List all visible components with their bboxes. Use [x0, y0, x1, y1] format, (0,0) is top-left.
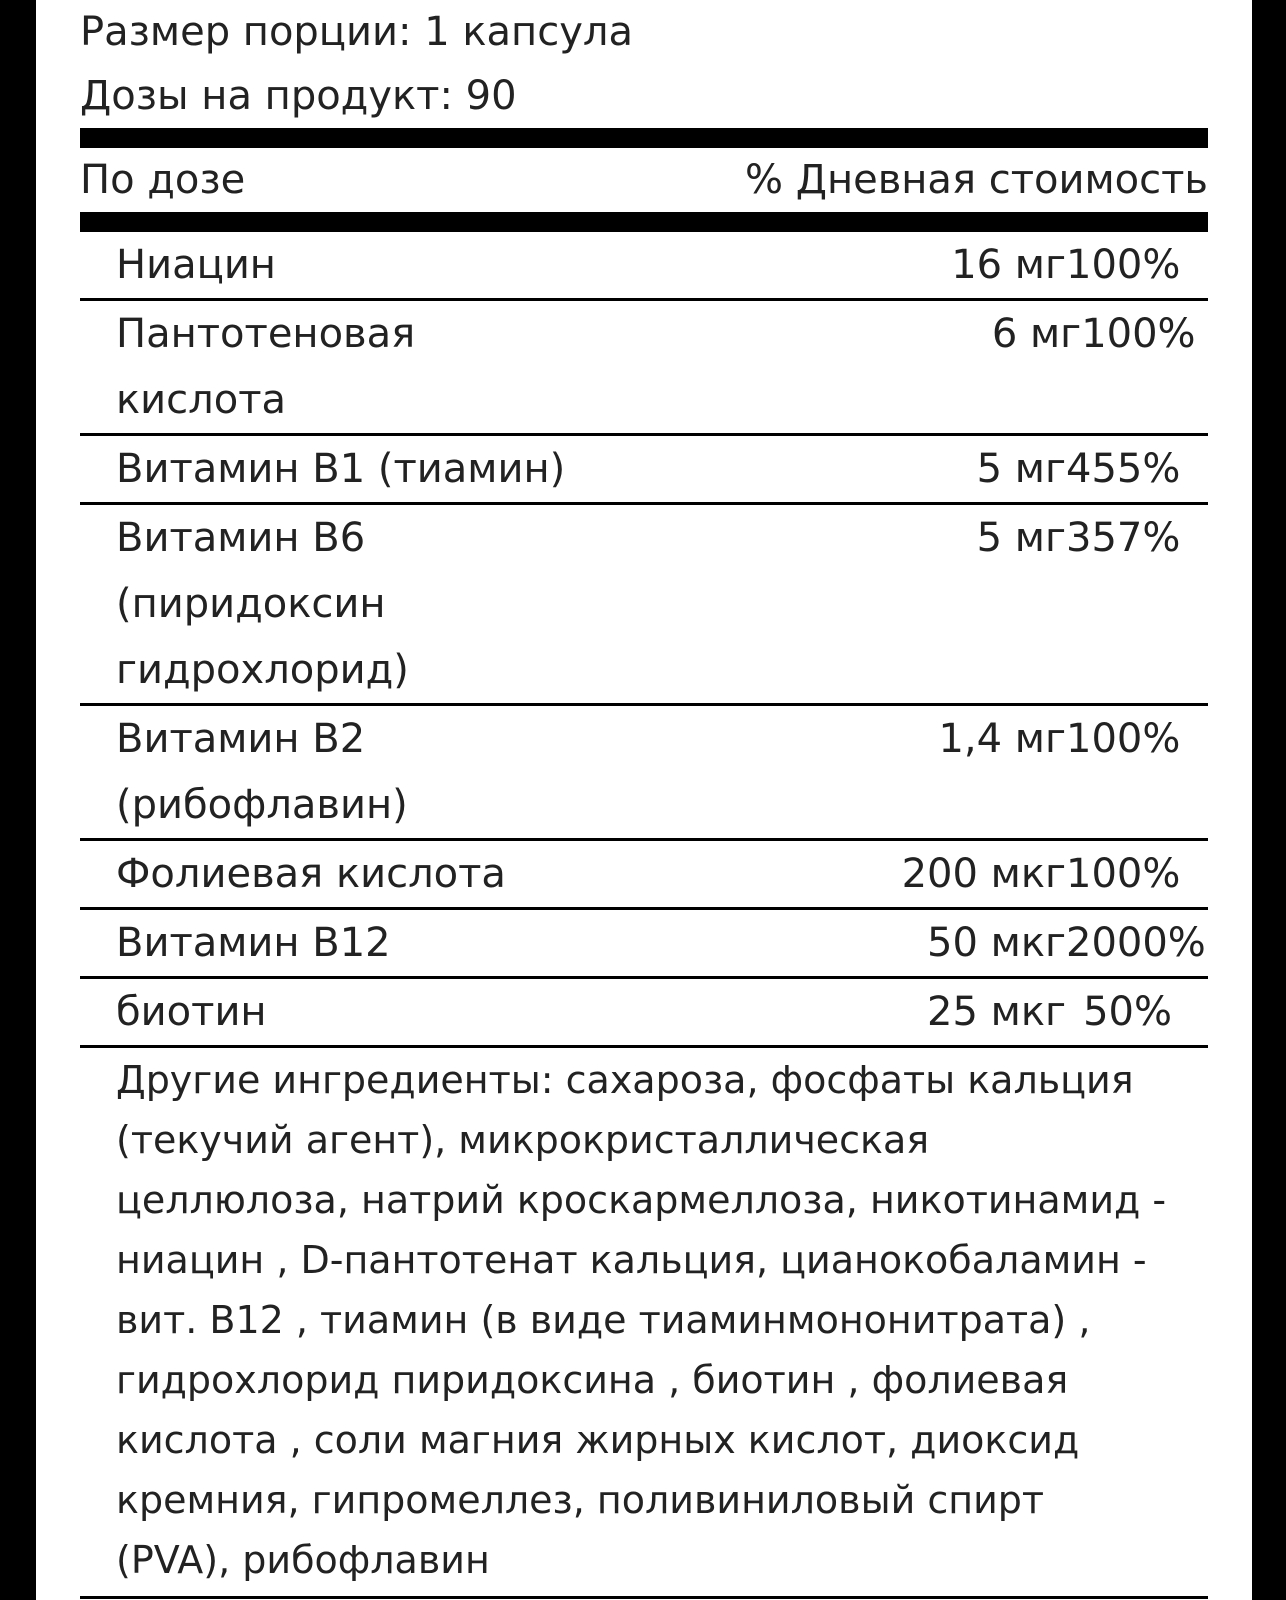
thick-divider-header	[80, 212, 1208, 232]
nutrient-daily-value: 100%	[1081, 311, 1196, 357]
table-row	[80, 910, 1208, 979]
nutrient-daily-value: 455%	[1066, 446, 1181, 492]
table-row	[80, 505, 1208, 706]
nutrient-amount: 200 мкг	[901, 851, 1066, 897]
nutrient-amount: 5 мг	[976, 446, 1066, 492]
table-row	[80, 979, 1208, 1048]
nutrient-daily-value: 50%	[1083, 989, 1172, 1035]
nutrient-amount: 50 мкг	[927, 920, 1066, 966]
table-row	[80, 301, 1208, 436]
other-ingredients: Другие ингредиенты: сахароза, фосфаты кальция (текучий агент), микрокристаллическая целлюлоза, натрий кроскармеллоза, никотинамид - ниацин , D-пантотенат кальция, цианокобаламин - вит. B12 , тиамин (в виде тиаминмононитрата) , гидрохлорид пиридоксина , биотин , фолиевая кислота , соли магния жирных кислот, диоксид кремния, гипромеллез, поливиниловый спирт (PVA), рибофлавин	[80, 1048, 1208, 1599]
nutrient-amount: 5 мг	[976, 515, 1066, 561]
nutrient-name: Витамин B1 (тиамин)	[116, 446, 566, 492]
table-row	[80, 436, 1208, 505]
nutrient-daily-value: 100%	[1066, 242, 1181, 288]
left-border	[0, 0, 36, 1600]
table-row	[80, 232, 1208, 301]
nutrient-daily-value: 100%	[1066, 851, 1181, 897]
nutrient-name: биотин	[116, 989, 267, 1035]
supplement-facts-panel	[80, 0, 1208, 1599]
nutrient-name: Пантотеновая кислота	[116, 311, 416, 423]
nutrient-amount: 16 мг	[951, 242, 1066, 288]
nutrient-amount: 6 мг	[991, 311, 1082, 357]
thick-divider-top	[80, 128, 1208, 148]
nutrient-name: Витамин B2 (рибофлавин)	[116, 716, 408, 828]
nutrient-daily-value: 357%	[1066, 515, 1181, 561]
table-row	[80, 706, 1208, 841]
nutrient-name: Ниацин	[116, 242, 276, 288]
nutrient-table	[80, 232, 1208, 1048]
per-dose-header: По дозе	[80, 157, 246, 203]
nutrient-daily-value: 100%	[1066, 716, 1181, 762]
nutrient-daily-value: 2000%	[1066, 920, 1206, 966]
serving-size: Размер порции: 1 капсула	[80, 9, 633, 55]
doses-per-product: Дозы на продукт: 90	[80, 73, 517, 119]
nutrient-amount: 1,4 мг	[938, 716, 1066, 762]
table-header	[80, 148, 1208, 212]
right-border	[1252, 0, 1286, 1600]
nutrient-name: Витамин B12	[116, 920, 391, 966]
nutrient-name: Фолиевая кислота	[116, 851, 506, 897]
nutrient-name: Витамин B6 (пиридоксин гидрохлорид)	[116, 515, 409, 693]
nutrient-amount: 25 мкг	[927, 989, 1066, 1035]
table-row	[80, 841, 1208, 910]
daily-value-header: % Дневная стоимость	[744, 157, 1208, 203]
